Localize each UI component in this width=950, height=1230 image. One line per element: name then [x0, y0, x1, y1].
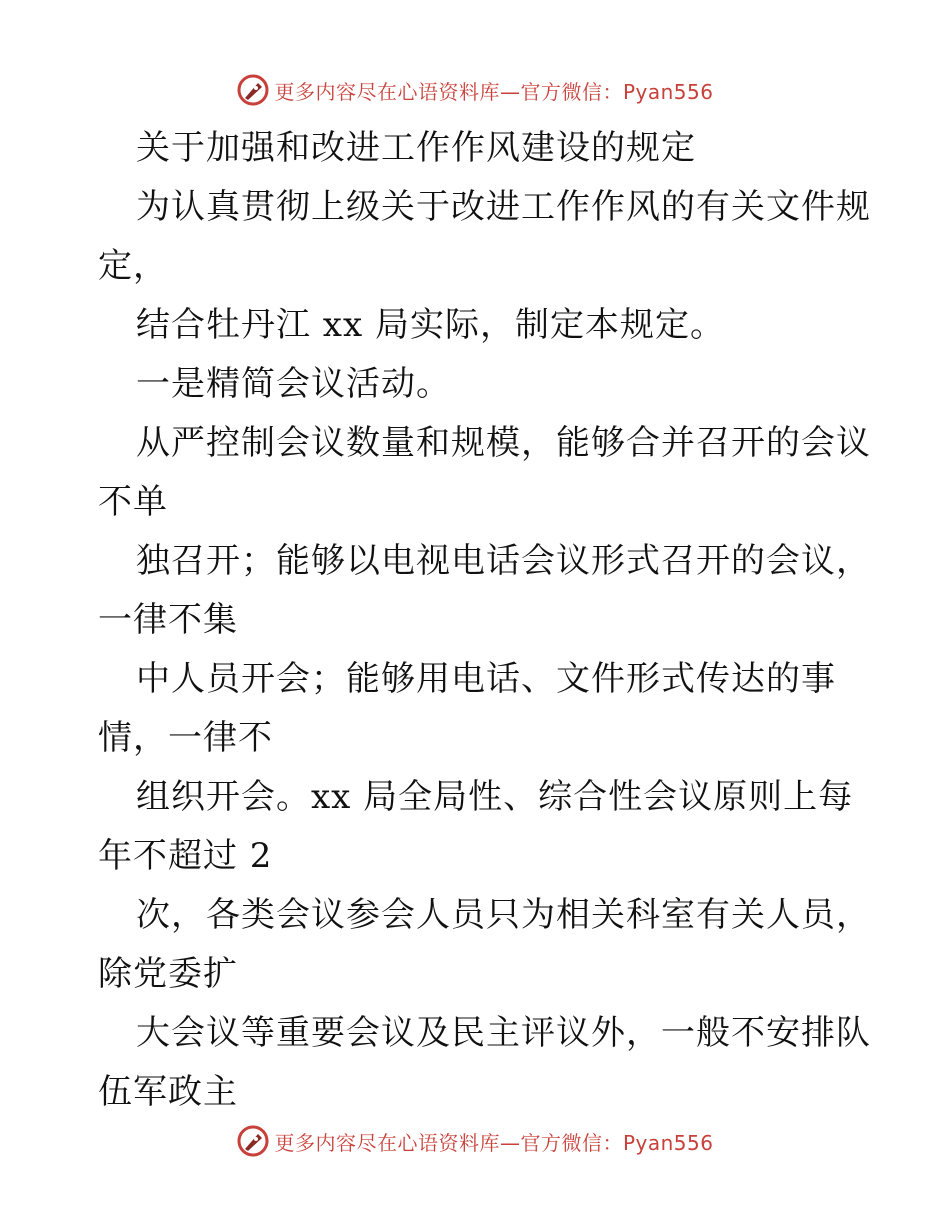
paragraph-line: 一律不集 — [98, 600, 238, 640]
paragraph-line: 次，各类会议参会人员只为相关科室有关人员， — [136, 895, 871, 935]
paragraph-line: 独召开；能够以电视电话会议形式召开的会议， — [136, 541, 871, 581]
paragraph-line: 年不超过 2 — [98, 836, 273, 876]
paragraph-line: 除党委扩 — [98, 954, 238, 994]
paragraph-line: 从严控制会议数量和规模，能够合并召开的会议 — [136, 423, 871, 463]
paragraph-line: 结合牡丹江 xx 局实际，制定本规定。 — [136, 305, 725, 345]
document-title: 关于加强和改进工作作风建设的规定 — [136, 128, 696, 168]
header-watermark — [0, 70, 950, 110]
paragraph-line: 组织开会。xx 局全局性、综合性会议原则上每 — [136, 777, 854, 817]
paragraph-line: 中人员开会；能够用电话、文件形式传达的事 — [136, 659, 836, 699]
pen-nib-logo-icon — [236, 1124, 270, 1158]
paragraph-line: 不单 — [98, 482, 168, 522]
watermark-text: 更多内容尽在心语资料库—官方微信：Pyan556 — [274, 1130, 714, 1155]
paragraph-line: 定， — [98, 246, 168, 286]
document-body — [98, 119, 871, 1122]
paragraph-line: 情，一律不 — [98, 718, 273, 758]
pen-nib-logo-icon — [236, 73, 270, 107]
paragraph-line: 为认真贯彻上级关于改进工作作风的有关文件规 — [136, 187, 871, 227]
paragraph-line: 大会议等重要会议及民主评议外，一般不安排队 — [136, 1013, 871, 1053]
paragraph-line: 伍军政主 — [98, 1072, 238, 1112]
watermark-text: 更多内容尽在心语资料库—官方微信：Pyan556 — [274, 79, 714, 104]
section-heading: 一是精简会议活动。 — [136, 364, 451, 404]
footer-watermark — [0, 1121, 950, 1161]
